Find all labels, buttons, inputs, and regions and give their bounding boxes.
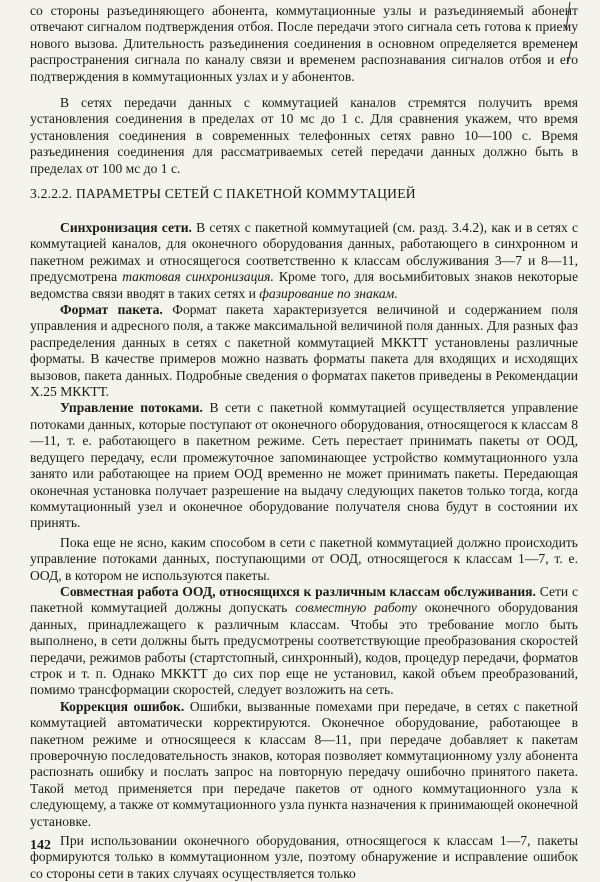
sync-title: Синхронизация сети. [60,220,192,235]
packet-network-body [30,220,578,882]
sync-emphasis-1: тактовая синхронизация. [122,269,274,285]
joint-paragraph [30,584,578,699]
page-number: 142 [30,838,51,853]
flow-text: В сети с пакетной коммутацией осуществляется управление потоками данных, которые поступают от оконечного оборудования, относящегося к классам 8—11, т. е. работающего в пакетном режиме. Сеть перестает принимать пакеты от ООД, ведущего передачу, если промежуточное запоминающее устройство коммутационного узла занято или работающее на прием ООД временно не может принимать пакеты. Передающая оконечная установка получает разрешение на выдачу следующих пакетов только тогда, когда коммутационный узел и оконечное оборудование получателя снова будут в состоянии их принять. [30,400,578,531]
error-title: Коррекция ошибок. [60,698,185,714]
format-paragraph [30,302,578,400]
intro-paragraph [30,3,578,85]
circuit-timing-paragraph [30,95,578,177]
circuit-timing-text: В сетях передачи данных с коммутацией каналов стремятся получить время установления соединения в пределах от 10 мс до 1 с. Для сравнения укажем, что время установления соединения в современных телефонных сетях равно 10—100 с. Время разъединения соединения для рассматриваемых сетей передачи данных должно быть в пределах от 100 мс до 1 с. [30,95,578,176]
sync-text-1: В сетях с пакетной коммутацией (см. разд. 3.4.2), как и в сетях с коммутацией каналов, для оконечного оборудования данных, работающего в синхронном и пакетном режимах и относящегося соответственно к классам обслуживания 3—7 и 8—11, предусмотрена [30,220,578,285]
sync-text-2: Кроме того, для восьмибитовых знаков некоторые ведомства связи вводят в таких сетях и [30,269,578,301]
error-paragraph-2: При использовании оконечного оборудования, относящегося к классам 1—7, пакеты формируются только в коммутационном узле, поэтому обнаружение и исправление ошибок со стороны сети в таких случаях осуществляется только [30,833,578,881]
error-text: Ошибки, вызванные помехами при передаче, в сетях с пакетной коммутацией автоматически корректируются. Оконечное оборудование, работающее в пакетном режиме и относящееся к классам 8—11, при передаче добавляет к пакетам проверочную последовательность знаков, которая позволяет коммутационному узлу абонента распознать ошибку и послать запрос на повторную передачу ошибочно принятого пакета. Такой метод применяется при передаче пакетов от одного коммутационного узла к следующему, а также от коммутационного узла пункта назначения к принимающей оконечной установке. [30,698,579,829]
flow-paragraph-2: Пока еще не ясно, каким способом в сети с пакетной коммутацией должно происходить управление потоками данных, поступающими от ООД, относящегося к классам 1—7, т. е. ООД, в котором не используются пакеты. [30,534,578,583]
format-title: Формат пакета. [60,302,163,318]
format-text: Формат пакета характеризуется величиной и содержанием поля управления и адресного поля, а также максимальной величиной поля данных. Для разных фаз распределения данных в сетях с пакетной коммутацией МККТТ установлены различные форматы. В качестве примеров можно назвать форматы пакета для входящих и исходящих вызовов, пакета данных. Подробные сведения о форматах пакетов приведены в Рекомендации Х.25 МККТТ. [30,302,578,400]
section-heading: 3.2.2.2. ПАРАМЕТРЫ СЕТЕЙ С ПАКЕТНОЙ КОММУТАЦИЕЙ [30,186,416,201]
sync-paragraph [30,220,578,302]
joint-text-2: оконечного оборудования данных, принадлежащего к различным классам. Чтобы это требование могло быть выполнено, в сети должны быть предусмотрены соответствующие преобразования скоростей передачи, режимов работы (стартстопный, синхронный), кодов, процедур передачи, форматов строк и т. п. Однако МККТТ до сих пор еще не установил, какой объем преобразований, помимо трансформации скоростей, следует возложить на сеть. [30,600,578,698]
sync-emphasis-2: фазирование по знакам. [259,285,398,301]
flow-title: Управление потоками. [60,400,203,416]
intro-text: со стороны разъединяющего абонента, коммутационные узлы и разъединяемый абонент отвечают сигналом подтверждения отбоя. После передачи этого сигнала сеть готова к приему нового вызова. Длительность разъединения соединения в основном определяется временем распространения сигнала по каналу связи и временем распознавания сигналов отбоя и его подтверждения в коммутационных узлах и у абонентов. [30,3,578,84]
joint-emphasis: совместную работу [295,600,417,616]
error-paragraph [30,699,578,830]
joint-text-1: Сети с пакетной коммутацией должны допускать [30,583,579,616]
flow-paragraph [30,400,578,531]
joint-title: Совместная работа ООД, относящихся к различным классам обслуживания. [60,583,536,599]
